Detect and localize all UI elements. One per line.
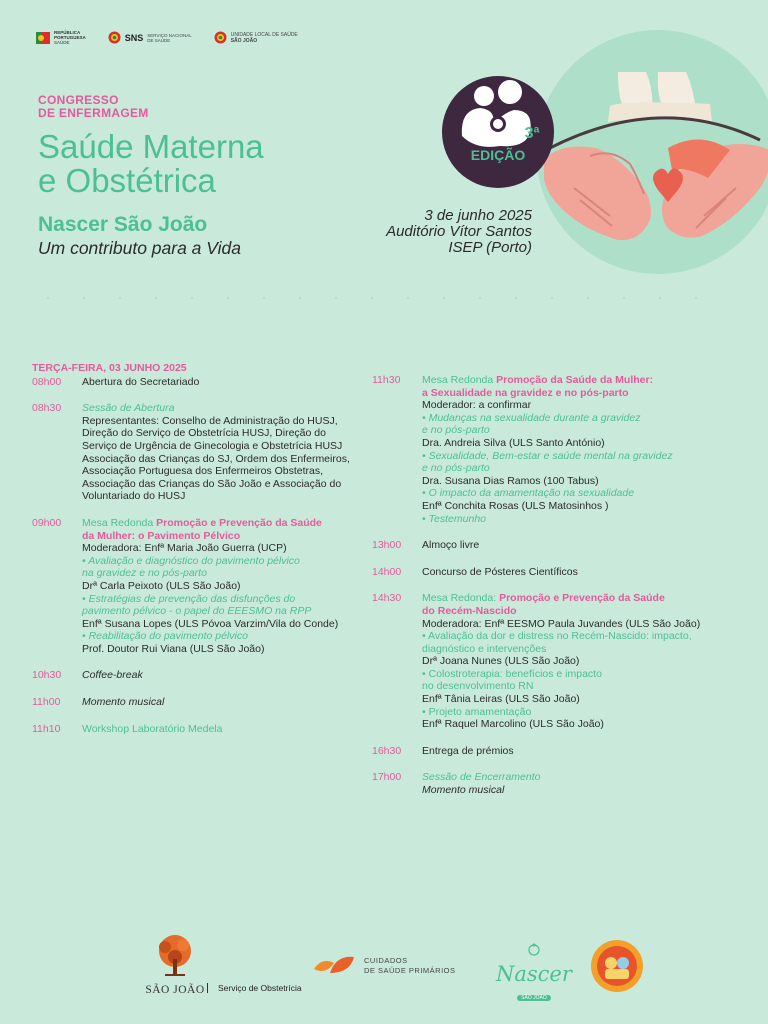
schedule-details — [82, 723, 367, 736]
sns-logo — [108, 31, 192, 44]
subtitle: Nascer São João — [38, 213, 208, 236]
schedule-item — [32, 402, 367, 503]
edition-number: 3ª — [524, 125, 540, 142]
schedule-text-emphasis: Promoção e Prevenção da Saúde — [499, 592, 665, 605]
schedule-line — [82, 696, 367, 709]
schedule-line — [422, 618, 707, 631]
logo-text: SAÚDE — [54, 40, 70, 45]
schedule-line — [422, 745, 707, 758]
schedule-time: 11h10 — [32, 722, 61, 735]
schedule-line — [422, 655, 707, 668]
sao-joao-logo — [140, 933, 210, 996]
schedule-line — [82, 376, 367, 389]
associacao-criancas-badge-icon — [590, 939, 644, 993]
schedule-details — [422, 539, 707, 552]
congress-label — [38, 94, 149, 120]
schedule-text: Dra. Susana Dias Ramos (100 Tabus) — [422, 474, 599, 487]
congress-line: DE ENFERMAGEM — [38, 106, 149, 120]
schedule-time: 14h30 — [372, 592, 402, 605]
schedule-text: Moderadora: Enfª Maria João Guerra (UCP) — [82, 542, 287, 555]
schedule-line — [422, 566, 707, 579]
nascer-tag: SÃO JOÃO — [517, 995, 551, 1001]
csp-line: CUIDADOS — [364, 956, 408, 965]
schedule-line — [82, 453, 367, 466]
schedule-text: Representantes: Conselho de Administração do HUSJ, — [82, 414, 338, 427]
schedule-text: • Sexualidade, Bem-estar e saúde mental na gravidez — [422, 449, 673, 462]
schedule-text: Drª Joana Nunes (ULS São João) — [422, 655, 580, 668]
uls-sao-joao-logo — [214, 31, 298, 44]
nascer-word: Nascer — [496, 962, 572, 986]
schedule-text: Moderadora: Enfª EESMO Paula Juvandes (ULS São João) — [422, 617, 701, 630]
schedule-time: 16h30 — [372, 744, 402, 757]
republica-portuguesa-logo — [36, 30, 86, 45]
leaf-icon — [312, 953, 356, 979]
nascer-logo — [496, 943, 572, 1004]
schedule-text: Associação Portuguesa dos Enfermeiros Obstetras, — [82, 465, 324, 478]
event-venue: Auditório Vítor Santos — [386, 223, 532, 240]
schedule-details — [82, 517, 367, 656]
programme-left-column — [32, 362, 367, 749]
event-place: ISEP (Porto) — [448, 239, 532, 256]
schedule-text: Associação das Crianças do SJ, Ordem dos Enfermeiros, — [82, 452, 350, 465]
title-line: e Obstétrica — [38, 162, 216, 199]
schedule-line — [82, 567, 367, 580]
page-title — [38, 130, 264, 198]
schedule-text: e no pós-parto — [422, 424, 490, 437]
schedule-line — [422, 513, 707, 526]
schedule-text: pavimento pélvico - o papel do EEESMO na RPP — [82, 605, 312, 618]
tagline: Um contributo para a Vida — [38, 238, 241, 258]
schedule-text-emphasis: Promoção da Saúde da Mulher: — [496, 374, 654, 386]
logo-text: SÃO JOÃO — [230, 37, 258, 44]
event-info — [386, 208, 532, 256]
schedule-details — [82, 402, 367, 503]
schedule-line — [422, 539, 707, 552]
schedule-time: 11h00 — [32, 696, 61, 709]
schedule-line — [422, 784, 707, 797]
schedule-line — [422, 475, 707, 488]
schedule-item — [32, 669, 367, 682]
schedule-text: Drª Carla Peixoto (ULS São João) — [82, 579, 241, 592]
schedule-line — [82, 427, 367, 440]
schedule-line — [82, 580, 367, 593]
schedule-line — [422, 487, 707, 500]
schedule-text: no desenvolvimento RN — [422, 680, 534, 693]
schedule-text: do Recém-Nascido — [422, 604, 517, 617]
schedule-line — [82, 630, 367, 643]
schedule-line — [82, 478, 367, 491]
schedule-text: • Testemunho — [422, 512, 486, 525]
day-heading: TERÇA-FEIRA, 03 JUNHO 2025 — [32, 362, 187, 374]
schedule-text: Momento musical — [422, 784, 505, 797]
schedule-item — [372, 566, 707, 579]
schedule-line — [82, 605, 367, 618]
schedule-text: Serviço de Urgência de Ginecologia e Obstetrícia HUSJ — [82, 439, 343, 452]
schedule-line — [82, 530, 367, 543]
logo-text: DE SAÚDE — [147, 37, 171, 43]
schedule-line — [422, 450, 707, 463]
schedule-line — [422, 424, 707, 437]
schedule-text: • Avaliação da dor e distress no Recém-Nascido: impacto, — [422, 630, 692, 643]
sns-label: SNS — [124, 32, 144, 43]
cuidados-saude-primarios-logo — [312, 953, 456, 979]
schedule-line — [422, 771, 707, 784]
schedule-details — [422, 771, 707, 796]
schedule-text: • Reabilitação do pavimento pélvico — [82, 630, 248, 643]
schedule-line — [422, 500, 707, 513]
schedule-details — [422, 374, 707, 525]
schedule-item — [32, 376, 367, 389]
schedule-line — [82, 593, 367, 606]
schedule-item — [372, 745, 707, 758]
schedule-text: Almoço livre — [422, 539, 480, 552]
header-logos — [36, 30, 298, 45]
schedule-text: Associação das Crianças do São João e Associação do — [82, 477, 342, 490]
title-line: Saúde Materna — [38, 128, 264, 165]
schedule-text: na gravidez e no pós-parto — [82, 567, 207, 580]
schedule-details — [82, 696, 367, 709]
schedule-item — [32, 517, 367, 656]
schedule-line — [422, 718, 707, 731]
schedule-line — [82, 618, 367, 631]
sns-emblem-icon — [108, 31, 121, 44]
schedule-line — [422, 643, 707, 656]
schedule-time: 08h00 — [32, 375, 62, 388]
csp-line: DE SAÚDE PRIMÁRIOS — [364, 966, 456, 975]
schedule-line — [422, 605, 707, 618]
schedule-item — [372, 771, 707, 796]
schedule-line — [82, 542, 367, 555]
schedule-text: Sessão de Abertura — [82, 402, 175, 415]
schedule-text: • Estratégias de prevenção das disfunções do — [82, 592, 296, 605]
schedule-details — [422, 745, 707, 758]
logo-text: UNIDADE LOCAL DE SAÚDE — [230, 31, 298, 38]
schedule-text: • Mudanças na sexualidade durante a gravidez — [422, 411, 641, 424]
programme-right-column — [372, 374, 707, 811]
schedule-line — [422, 706, 707, 719]
schedule-text: Enfª Conchita Rosas (ULS Matosinhos ) — [422, 499, 609, 512]
schedule-item — [32, 696, 367, 709]
sao-joao-name: SÃO JOÃO — [145, 984, 205, 996]
logo-text: PORTUGUESA — [54, 35, 86, 40]
schedule-text: Dra. Andreia Silva (ULS Santo António) — [422, 436, 605, 449]
schedule-line — [422, 592, 707, 605]
schedule-text: • Avaliação e diagnóstico do pavimento pélvico — [82, 554, 300, 567]
schedule-text: Moderador: a confirmar — [422, 399, 532, 412]
congress-line: CONGRESSO — [38, 93, 119, 107]
schedule-item — [372, 592, 707, 731]
edition-label: EDIÇÃO — [470, 147, 526, 163]
schedule-text: Coffee-break — [82, 669, 143, 682]
schedule-text: Voluntariado do HUSJ — [82, 490, 186, 503]
schedule-line — [422, 399, 707, 412]
schedule-time: 13h00 — [372, 539, 402, 552]
schedule-line — [82, 643, 367, 656]
schedule-time: 17h00 — [372, 771, 402, 784]
schedule-details — [422, 592, 707, 731]
dot-pattern — [30, 280, 730, 320]
tree-icon — [153, 933, 197, 977]
logo-text: REPÚBLICA — [54, 30, 81, 35]
schedule-text: Abertura do Secretariado — [82, 375, 200, 388]
schedule-line — [422, 374, 707, 387]
schedule-details — [82, 376, 367, 389]
schedule-text: a Sexualidade na gravidez e no pós-parto — [422, 386, 629, 399]
schedule-item — [372, 539, 707, 552]
schedule-line — [422, 437, 707, 450]
schedule-line — [422, 387, 707, 400]
schedule-line — [422, 693, 707, 706]
schedule-time: 10h30 — [32, 669, 62, 682]
schedule-line — [82, 669, 367, 682]
schedule-item — [32, 723, 367, 736]
schedule-text: Enfª Tânia Leiras (ULS São João) — [422, 693, 580, 706]
schedule-time: 08h30 — [32, 402, 62, 415]
service-label: Serviço de Obstetrícia — [207, 983, 302, 993]
schedule-text: da Mulher: o Pavimento Pélvico — [82, 529, 241, 542]
schedule-text: • O impacto da amamentação na sexualidade — [422, 487, 635, 500]
uls-emblem-icon — [214, 31, 227, 44]
schedule-details — [422, 566, 707, 579]
schedule-text: Entrega de prémios — [422, 744, 514, 757]
schedule-line — [422, 630, 707, 643]
schedule-time: 09h00 — [32, 516, 62, 529]
schedule-line — [82, 723, 367, 736]
logo-text: SERVIÇO NACIONAL — [147, 32, 192, 38]
schedule-text: • Projeto amamentação — [422, 705, 532, 718]
portugal-flag-icon — [36, 32, 50, 44]
schedule-line — [82, 517, 367, 530]
schedule-item — [372, 374, 707, 525]
schedule-line — [422, 668, 707, 681]
schedule-text: Concurso de Pósteres Científicos — [422, 565, 578, 578]
footer — [0, 925, 768, 1005]
schedule-text-emphasis: Promoção e Prevenção da Saúde — [156, 516, 322, 529]
schedule-text: • Colostroterapia: benefícios e impacto — [422, 667, 602, 680]
schedule-time: 11h30 — [372, 374, 401, 386]
schedule-text: Prof. Doutor Rui Viana (ULS São João) — [82, 642, 265, 655]
schedule-line — [82, 465, 367, 478]
schedule-line — [422, 462, 707, 475]
schedule-line — [82, 555, 367, 568]
schedule-text: Mesa Redonda — [422, 374, 497, 386]
schedule-text: Workshop Laboratório Medela — [82, 722, 223, 735]
event-date: 3 de junho 2025 — [424, 207, 532, 224]
schedule-line — [82, 402, 367, 415]
schedule-time: 14h00 — [372, 565, 402, 578]
schedule-line — [422, 680, 707, 693]
schedule-text: Mesa Redonda — [82, 516, 157, 529]
baby-icon — [526, 943, 542, 957]
schedule-text: Direção do Serviço de Obstetrícia HUSJ, Direção do — [82, 427, 326, 440]
schedule-text: Enfª Raquel Marcolino (ULS São João) — [422, 718, 604, 731]
schedule-text: Momento musical — [82, 696, 165, 709]
schedule-line — [82, 440, 367, 453]
schedule-text: e no pós-parto — [422, 462, 490, 475]
schedule-text: Enfª Susana Lopes (ULS Póvoa Varzim/Vila do Conde) — [82, 617, 339, 630]
schedule-line — [82, 415, 367, 428]
schedule-text: Sessão de Encerramento — [422, 771, 541, 784]
schedule-line — [82, 490, 367, 503]
schedule-line — [422, 412, 707, 425]
schedule-text: Mesa Redonda: — [422, 592, 500, 605]
schedule-text: diagnóstico e intervenções — [422, 642, 547, 655]
schedule-details — [82, 669, 367, 682]
